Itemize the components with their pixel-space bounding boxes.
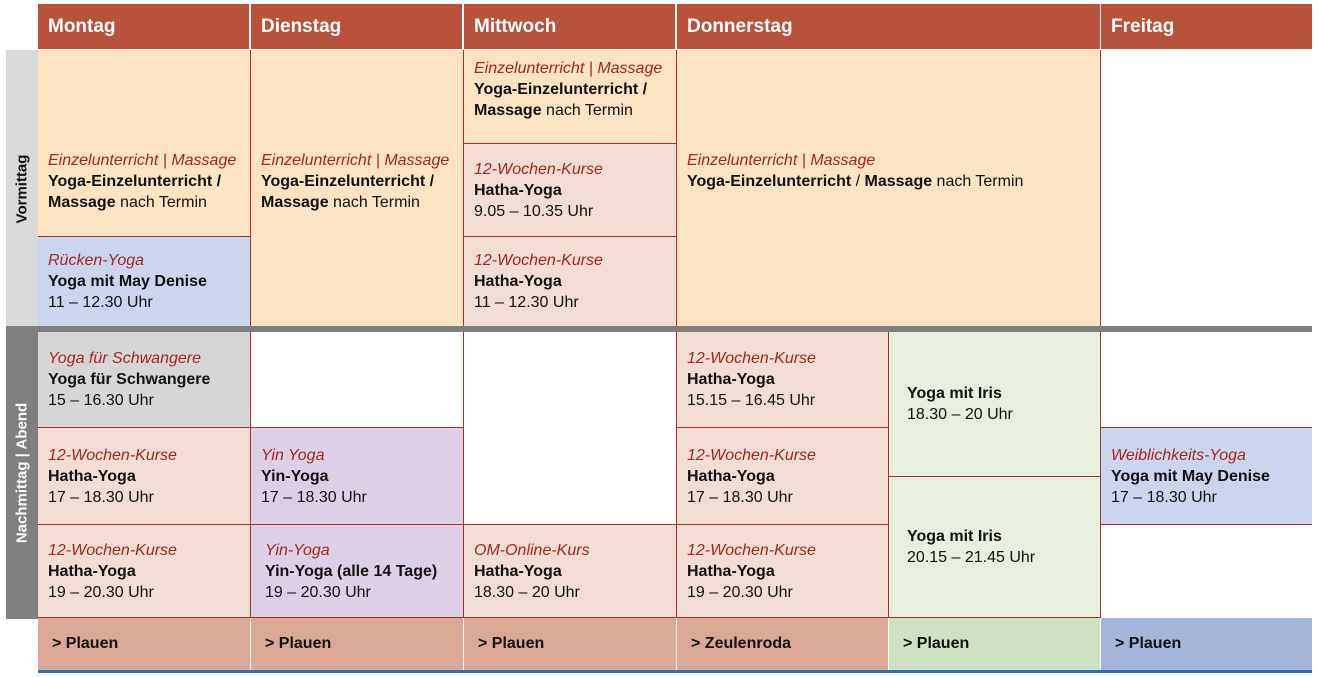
category-label: Einzelunterricht | Massage xyxy=(261,152,450,169)
location-link-donnerstag-plauen[interactable]: > Plauen xyxy=(889,618,1101,670)
category-label: 12-Wochen-Kurse xyxy=(474,252,603,269)
slot-montag-hatha-17[interactable]: 12-Wochen-Kurse Hatha-Yoga 17 – 18.30 Uhr xyxy=(38,428,251,525)
slot-dienstag-einzelunterricht[interactable]: Einzelunterricht | Massage Yoga-Einzelunterricht / Massage nach Termin xyxy=(251,50,464,327)
slot-dienstag-nachmittag-empty xyxy=(251,332,464,428)
slot-donnerstag-iris-2015[interactable]: Yoga mit Iris 20.15 – 21.45 Uhr xyxy=(889,477,1101,618)
slot-donnerstag-einzelunterricht[interactable]: Einzelunterricht | Massage Yoga-Einzelunterricht / Massage nach Termin xyxy=(677,50,1101,327)
slot-donnerstag-hatha-19[interactable]: 12-Wochen-Kurse Hatha-Yoga 19 – 20.30 Uhr xyxy=(677,525,889,618)
category-label: Einzelunterricht | Massage xyxy=(687,152,876,169)
location-link-montag[interactable]: > Plauen xyxy=(38,618,251,670)
footer-line xyxy=(38,670,1312,673)
slot-donnerstag-hatha-1515[interactable]: 12-Wochen-Kurse Hatha-Yoga 15.15 – 16.45 Uhr xyxy=(677,332,889,428)
slot-mittwoch-hatha-905[interactable]: 12-Wochen-Kurse Hatha-Yoga 9.05 – 10.35 Uhr xyxy=(464,144,677,237)
header-dienstag: Dienstag xyxy=(251,4,463,49)
category-label: Yin Yoga xyxy=(261,446,325,464)
category-label: Weiblichkeits-Yoga xyxy=(1111,446,1246,464)
location-link-dienstag[interactable]: > Plauen xyxy=(251,618,464,670)
slot-montag-einzelunterricht[interactable]: Einzelunterricht | Massage Yoga-Einzelunterricht / Massage nach Termin xyxy=(38,50,251,237)
slot-mittwoch-hatha-11[interactable]: 12-Wochen-Kurse Hatha-Yoga 11 – 12.30 Uhr xyxy=(464,237,677,327)
slot-montag-schwangere[interactable]: Yoga für Schwangere Yoga für Schwangere 15 – 16.30 Uhr xyxy=(38,332,251,428)
category-label: Yin-Yoga xyxy=(265,541,330,559)
location-link-mittwoch[interactable]: > Plauen xyxy=(464,618,677,670)
slot-montag-hatha-19[interactable]: 12-Wochen-Kurse Hatha-Yoga 19 – 20.30 Uhr xyxy=(38,525,251,618)
category-label: OM-Online-Kurs xyxy=(474,541,590,559)
category-label: Rücken-Yoga xyxy=(48,252,145,269)
header-montag: Montag xyxy=(38,4,250,49)
location-link-freitag[interactable]: > Plauen xyxy=(1101,618,1312,670)
slot-freitag-nachmittag-empty-bottom xyxy=(1101,525,1312,618)
category-label: 12-Wochen-Kurse xyxy=(48,541,177,559)
header-mittwoch: Mittwoch xyxy=(464,4,676,49)
slot-montag-ruecken-yoga[interactable]: Rücken-Yoga Yoga mit May Denise 11 – 12.30 Uhr xyxy=(38,237,251,327)
category-label: Einzelunterricht | Massage xyxy=(48,152,237,169)
category-label: 12-Wochen-Kurse xyxy=(687,446,816,464)
slot-donnerstag-hatha-17[interactable]: 12-Wochen-Kurse Hatha-Yoga 17 – 18.30 Uhr xyxy=(677,428,889,525)
category-label: Yoga für Schwangere xyxy=(48,350,201,367)
category-label: 12-Wochen-Kurse xyxy=(48,446,177,464)
slot-freitag-vormittag-empty xyxy=(1101,50,1312,327)
section-label-afternoon: Nachmittag | Abend xyxy=(6,327,38,619)
section-label-morning: Vormittag xyxy=(6,50,38,327)
slot-freitag-nachmittag-empty-top xyxy=(1101,332,1312,428)
category-label: 12-Wochen-Kurse xyxy=(687,350,816,367)
location-link-donnerstag-zeulenroda[interactable]: > Zeulenroda xyxy=(677,618,889,670)
header-donnerstag: Donnerstag xyxy=(677,4,1101,49)
category-label: 12-Wochen-Kurse xyxy=(474,160,603,178)
header-freitag: Freitag xyxy=(1101,4,1312,49)
slot-freitag-weiblichkeits-yoga[interactable]: Weiblichkeits-Yoga Yoga mit May Denise 17 – 18.30 Uhr xyxy=(1101,428,1312,525)
category-label: Einzelunterricht | Massage xyxy=(474,60,663,77)
slot-mittwoch-nachmittag-empty xyxy=(464,332,677,525)
slot-mittwoch-einzelunterricht[interactable]: Einzelunterricht | Massage Yoga-Einzelunterricht / Massage nach Termin xyxy=(464,50,677,144)
slot-mittwoch-om-online[interactable]: OM-Online-Kurs Hatha-Yoga 18.30 – 20 Uhr xyxy=(464,525,677,618)
slot-dienstag-yin-17[interactable]: Yin Yoga Yin-Yoga 17 – 18.30 Uhr xyxy=(251,428,464,525)
category-label: 12-Wochen-Kurse xyxy=(687,541,816,559)
slot-dienstag-yin-19[interactable]: Yin-Yoga Yin-Yoga (alle 14 Tage) 19 – 20.30 Uhr xyxy=(251,525,464,618)
slot-donnerstag-iris-1830[interactable]: Yoga mit Iris 18.30 – 20 Uhr xyxy=(889,332,1101,477)
